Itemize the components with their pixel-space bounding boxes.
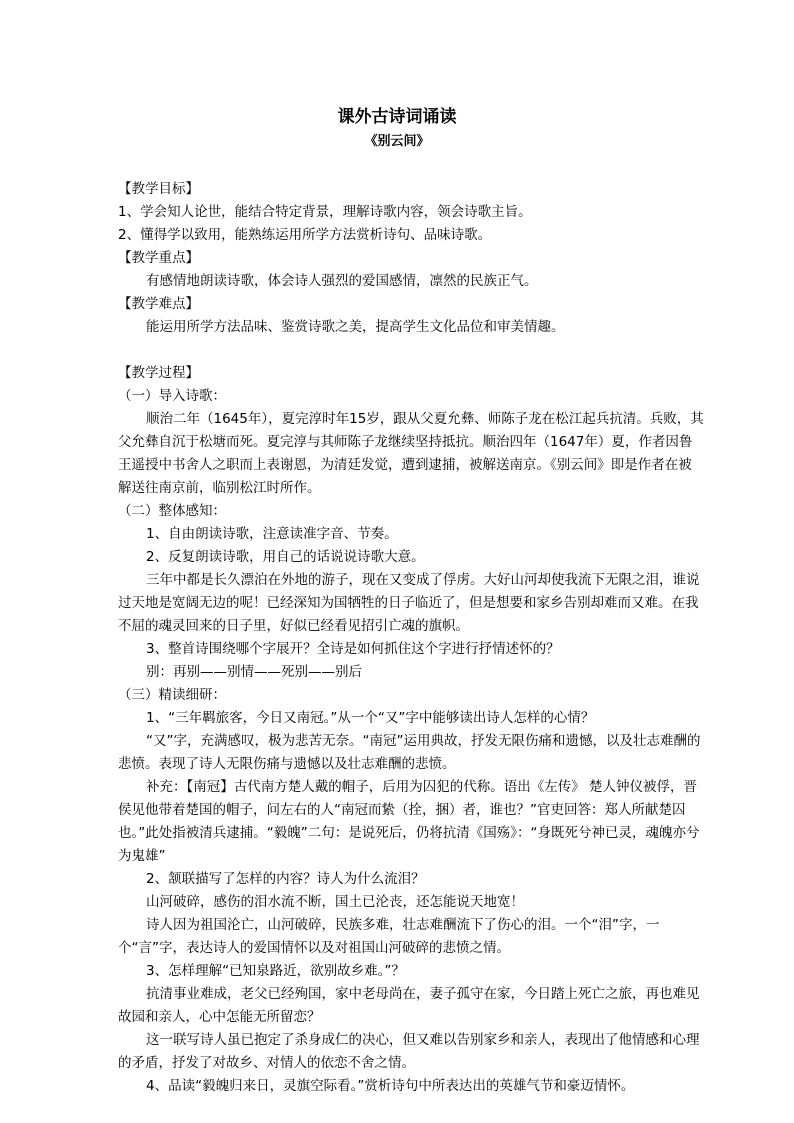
paragraph: 三年中都是长久漂泊在外地的游子，现在又变成了俘虏。大好山河却使我流下无限之泪，谁说过天地是宽阔无边的呢！已经深知为国牺牲的日子临近了，但是想要和家乡告别却难而又难。在我不屈的魂灵回来的日子里，好似已经看见招引亡魂的旗帜。	[118, 572, 700, 634]
paragraph: 1、“三年羁旅客，今日又南冠。”从一个“又”字中能够读出诗人怎样的心情？	[146, 710, 595, 726]
paragraph: 诗人因为祖国沦亡，山河破碎，民族多难，壮志难酬流下了伤心的泪。一个“泪”字，一个“言”字，表达诗人的爱国情怀以及对祖国山河破碎的悲愤之情。	[118, 917, 660, 956]
paragraph: 2、反复朗读诗歌，用自己的话说说诗歌大意。	[146, 549, 425, 565]
paragraph: 1、学会知人论世，能结合特定背景，理解诗歌内容，领会诗歌主旨。	[118, 204, 532, 220]
paragraph: 1、自由朗读诗歌，注意读准字音、节奏。	[146, 526, 398, 542]
paragraph: “又”字，充满感叹，极为悲苦无奈。“南冠”运用典故，抒发无限伤痛和遗憾，以及壮志难酬的悲愤。表现了诗人无限伤痛与遗憾以及壮志难酬的悲愤。	[118, 733, 701, 772]
paragraph: 3、整首诗围绕哪个字展开？全诗是如何抓住这个字进行抒情述怀的？	[146, 641, 560, 657]
paragraph: （二）整体感知：	[118, 503, 226, 519]
paragraph: 2、颔联描写了怎样的内容？诗人为什么流泪？	[146, 871, 425, 887]
paragraph: 别：再别——别情——死别——别后	[146, 664, 362, 680]
paragraph: 补充：【南冠】古代南方楚人戴的帽子，后用为囚犯的代称。语出《左传》 楚人钟仪被俘，晋侯见他带着楚国的帽子，问左右的人“南冠而絷（拴，捆）者，谁也？”官吏回答：郑人所献楚囚也。”此处指被清兵逮捕。“毅魄”二句：是说死后，仍将抗清《国殇》：“身既死兮神已灵，魂魄亦兮为鬼雄”	[118, 779, 700, 864]
paragraph: 3、怎样理解“已知泉路近，欲别故乡难。”？	[146, 963, 405, 979]
paragraph: （一）导入诗歌：	[118, 388, 226, 404]
paragraph: 山河破碎，感伤的泪水流不断，国土已沦丧，还怎能说天地宽！	[146, 894, 524, 910]
section-heading: 【教学难点】	[118, 296, 199, 312]
paragraph: 能运用所学方法品味、鉴赏诗歌之美，提高学生文化品位和审美情趣。	[146, 319, 565, 335]
poem-subtitle: 《别云间》	[364, 134, 430, 149]
section-heading: 【教学目标】	[118, 181, 199, 197]
blank-line	[118, 339, 704, 362]
paragraph: 顺治二年（1645年），夏完淳时年15岁，跟从父夏允彝、师陈子龙在松江起兵抗清。兵败，其父允彝自沉于松塘而死。夏完淳与其师陈子龙继续坚持抵抗。顺治四年（1647年）夏，作者因鲁王遥授中书舍人之职而上表谢恩，为清廷发觉，遭到逮捕，被解送南京。《别云间》即是作者在被解送往南京前，临别松江时所作。	[118, 411, 704, 496]
paragraph: 抗清事业难成，老父已经殉国，家中老母尚在，妻子孤守在家，今日踏上死亡之旅，再也难见故园和亲人，心中怎能无所留恋？	[118, 986, 700, 1025]
section-heading: 【教学重点】	[118, 250, 199, 266]
section-heading: 【教学过程】	[118, 365, 199, 381]
paragraph: （三）精读细研：	[118, 687, 226, 703]
paragraph: 这一联写诗人虽已抱定了杀身成仁的决心，但又难以告别家乡和亲人，表现出了他情感和心理的矛盾，抒发了对故乡、对情人的依恋不舍之情。	[118, 1032, 700, 1071]
paragraph: 4、品读“毅魄归来日，灵旗空际看。”赏析诗句中所表达出的英雄气节和豪迈情怀。	[146, 1078, 635, 1094]
paragraph: 2、懂得学以致用，能熟练运用所学方法赏析诗句、品味诗歌。	[118, 227, 492, 243]
document-title: 课外古诗词诵读	[337, 107, 457, 127]
document-body	[118, 178, 704, 1098]
paragraph: 有感情地朗读诗歌，体会诗人强烈的爱国感情，凛然的民族正气。	[146, 273, 538, 289]
